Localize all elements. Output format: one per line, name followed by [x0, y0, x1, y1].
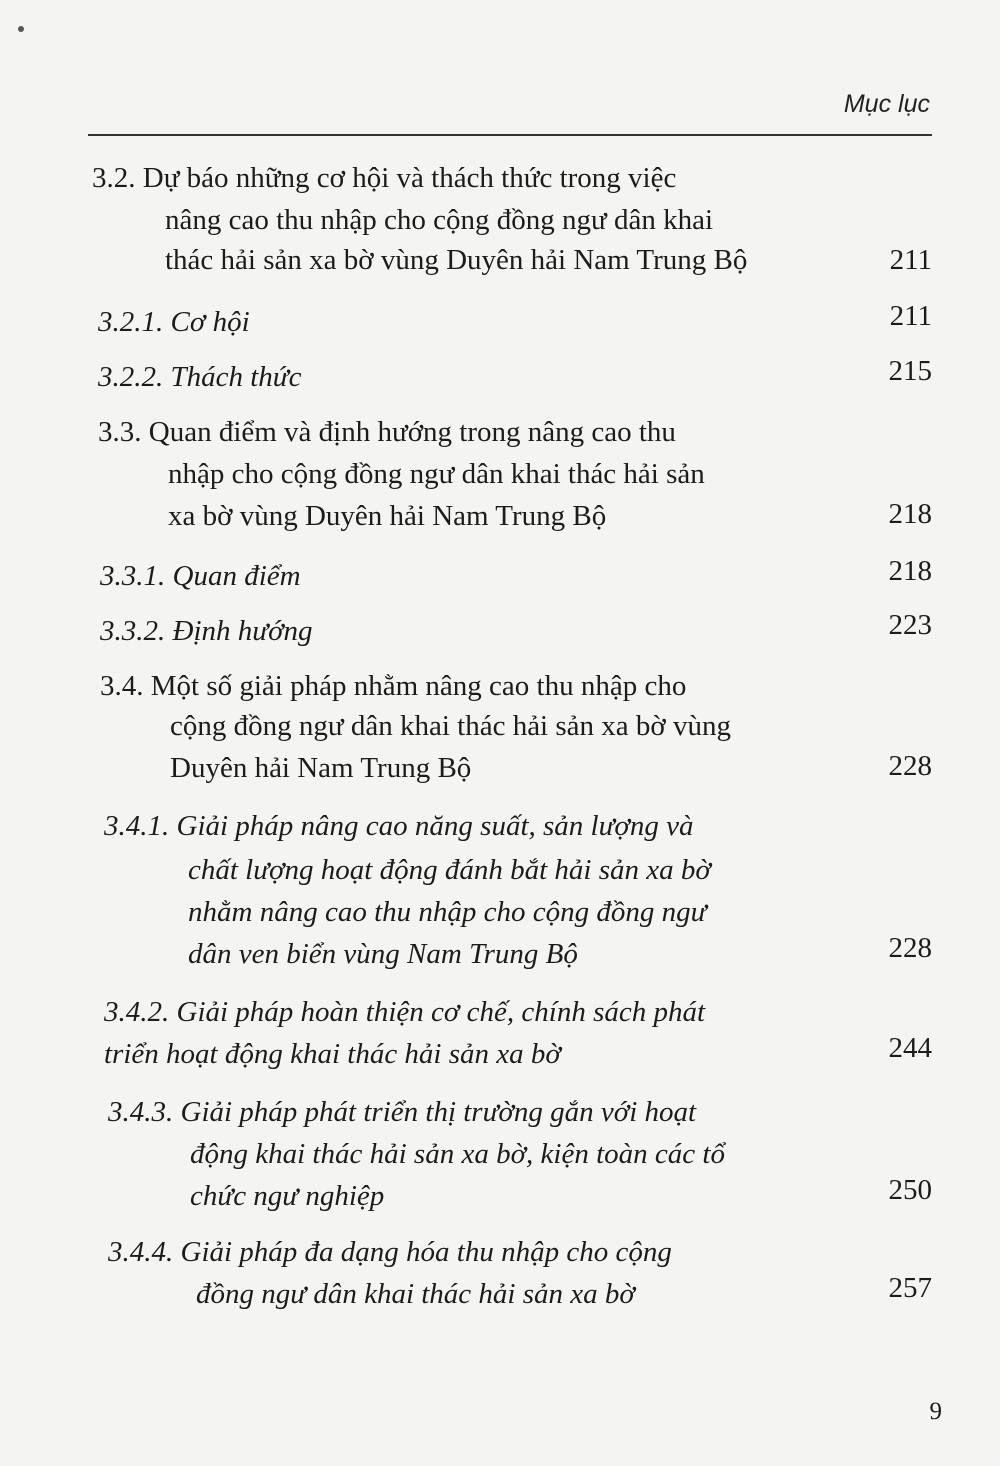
corner-dot	[18, 26, 24, 32]
page-number: 9	[929, 1398, 942, 1425]
toc-entry-line: nhập cho cộng đồng ngư dân khai thác hải sản	[168, 458, 705, 490]
toc-entry-line: 3.2. Dự báo những cơ hội và thách thức trong việc	[92, 162, 677, 194]
toc-entry-line: xa bờ vùng Duyên hải Nam Trung Bộ	[168, 500, 607, 532]
toc-entry-line: nhằm nâng cao thu nhập cho cộng đồng ngư	[188, 896, 707, 928]
toc-page-ref: 218	[888, 555, 932, 587]
toc-entry-line: triển hoạt động khai thác hải sản xa bờ	[104, 1038, 561, 1070]
toc-page-ref: 244	[888, 1032, 932, 1064]
header-title: Mục lục	[843, 90, 930, 118]
toc-entry-line: Duyên hải Nam Trung Bộ	[170, 752, 472, 784]
toc-entry-line: thác hải sản xa bờ vùng Duyên hải Nam Trung Bộ	[165, 244, 748, 276]
toc-entry-line: 3.4.3. Giải pháp phát triển thị trường gắn với hoạt	[108, 1096, 697, 1128]
toc-page-ref: 228	[888, 932, 932, 964]
toc-entry-line: chức ngư nghiệp	[190, 1180, 385, 1212]
toc-entry-line: 3.4.1. Giải pháp nâng cao năng suất, sản lượng và	[104, 810, 694, 842]
toc-entry-line: 3.3.2. Định hướng	[100, 615, 313, 647]
toc-entry-line: động khai thác hải sản xa bờ, kiện toàn các tổ	[190, 1138, 725, 1170]
toc-entry-line: 3.4.2. Giải pháp hoàn thiện cơ chế, chính sách phát	[104, 996, 706, 1028]
toc-entry-line: 3.2.1. Cơ hội	[98, 306, 250, 338]
toc-page-ref: 257	[888, 1272, 932, 1304]
toc-entry-line: chất lượng hoạt động đánh bắt hải sản xa bờ	[188, 854, 711, 886]
toc-page-ref: 218	[888, 498, 932, 530]
toc-page-ref: 250	[888, 1174, 932, 1206]
toc-entry-line: cộng đồng ngư dân khai thác hải sản xa bờ vùng	[170, 710, 731, 742]
toc-entry-line: nâng cao thu nhập cho cộng đồng ngư dân khai	[165, 204, 714, 236]
toc-entry-line: đồng ngư dân khai thác hải sản xa bờ	[196, 1278, 635, 1310]
toc-entry-line: 3.3. Quan điểm và định hướng trong nâng cao thu	[98, 416, 676, 448]
toc-page-ref: 211	[889, 300, 932, 332]
toc-entry-line: 3.3.1. Quan điểm	[100, 560, 301, 592]
toc-page-ref: 228	[888, 750, 932, 782]
toc-entry-line: 3.2.2. Thách thức	[98, 361, 302, 393]
header-rule	[88, 134, 932, 136]
toc-page-ref: 223	[888, 609, 932, 641]
toc-page-ref: 215	[888, 355, 932, 387]
toc-page-ref: 211	[889, 244, 932, 276]
toc-entry-line: 3.4. Một số giải pháp nhằm nâng cao thu nhập cho	[100, 670, 687, 702]
toc-entry-line: dân ven biển vùng Nam Trung Bộ	[188, 938, 578, 970]
toc-entry-line: 3.4.4. Giải pháp đa dạng hóa thu nhập cho cộng	[108, 1236, 672, 1268]
